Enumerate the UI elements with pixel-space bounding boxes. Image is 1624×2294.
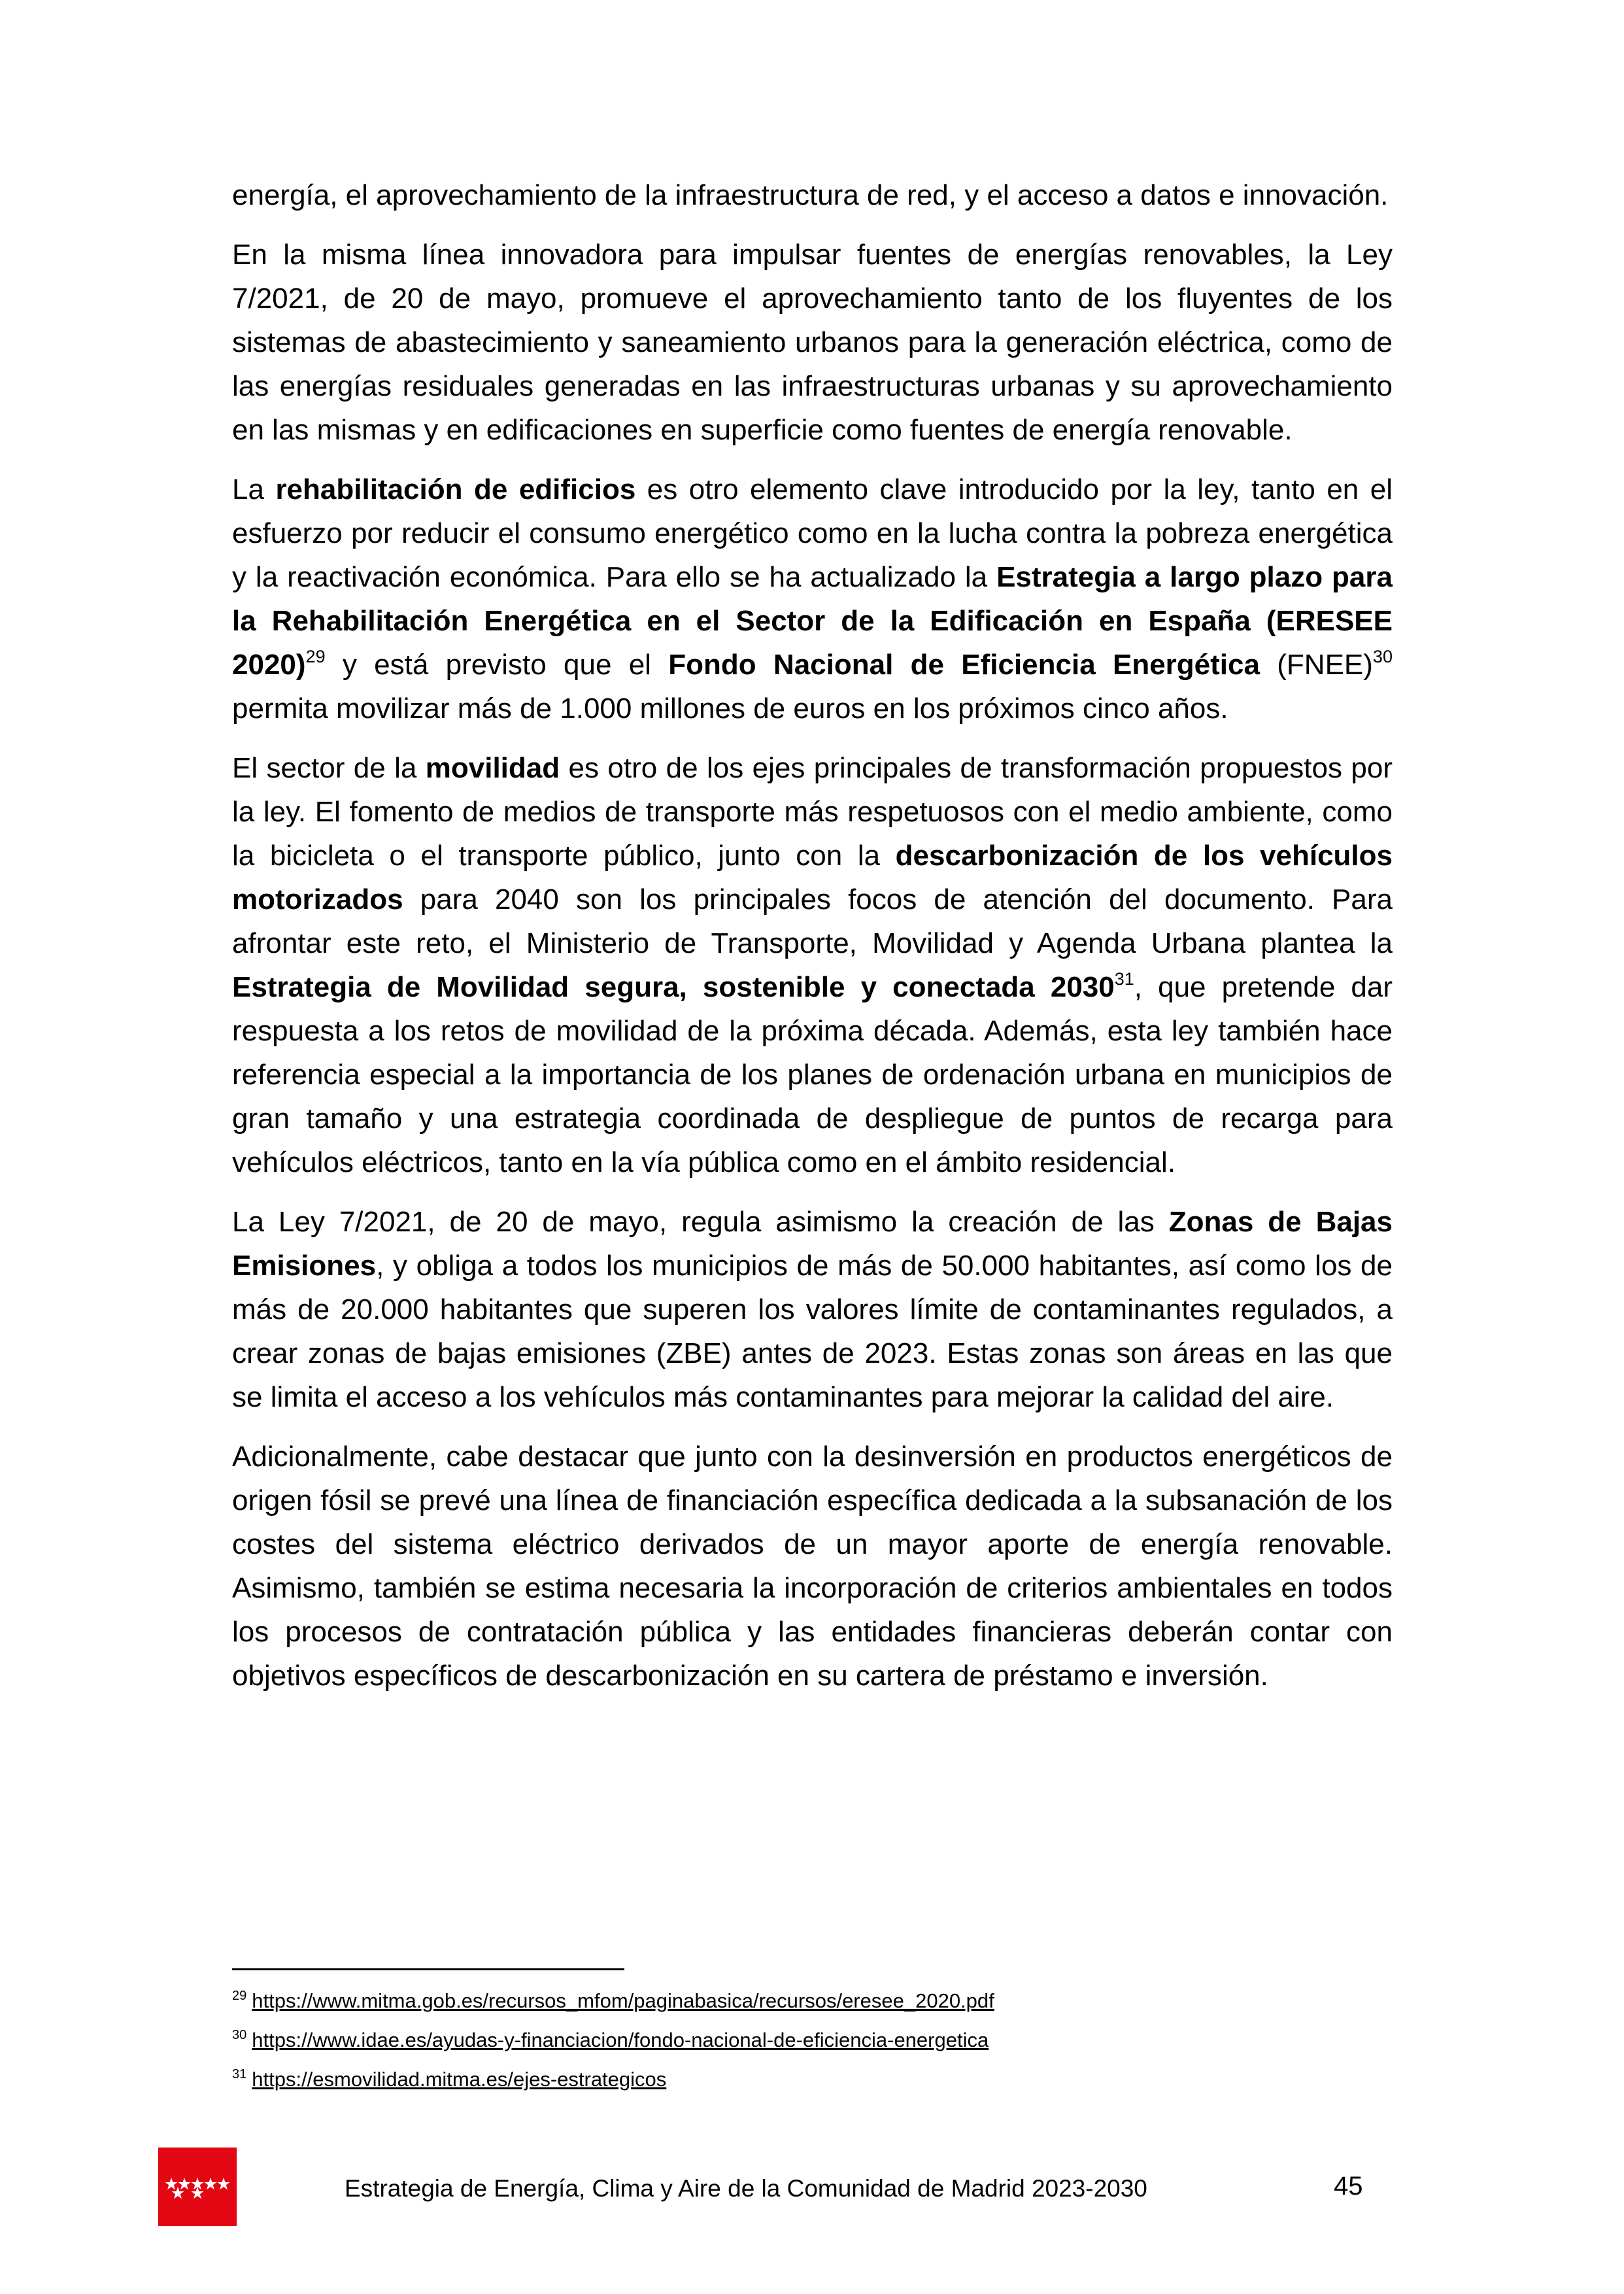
footnote-number: 30 xyxy=(232,2028,247,2042)
bold-estrategia-movilidad: Estrategia de Movilidad segura, sostenible y conectada 2030 xyxy=(232,971,1115,1003)
footnotes xyxy=(232,1981,1393,2099)
bold-descarbonizacion: descarbonización de los vehículos motorizados xyxy=(232,840,1393,916)
comunidad-de-madrid-logo xyxy=(158,2148,237,2226)
star-icon xyxy=(165,2178,178,2190)
bold-fnee: Fondo Nacional de Eficiencia Energética xyxy=(668,649,1260,681)
page-number: 45 xyxy=(1334,2172,1363,2200)
body-text xyxy=(232,173,1393,1713)
footnote-ref-30[interactable]: 30 xyxy=(1372,647,1393,666)
star-icon xyxy=(218,2178,230,2190)
footnote-30 xyxy=(232,2021,1393,2060)
footnote-link[interactable]: https://esmovilidad.mitma.es/ejes-estrategicos xyxy=(252,2068,667,2091)
footnote-31 xyxy=(232,2060,1393,2099)
star-icon xyxy=(192,2187,204,2199)
star-icon xyxy=(172,2187,184,2199)
footnote-number: 29 xyxy=(232,1989,247,2003)
footnote-ref-29[interactable]: 29 xyxy=(305,647,326,666)
footnote-link[interactable]: https://www.mitma.gob.es/recursos_mfom/paginabasica/recursos/eresee_2020.pdf xyxy=(252,1989,994,2012)
bold-zonas-bajas-emisiones: Zonas de Bajas Emisiones xyxy=(232,1206,1393,1282)
star-icon xyxy=(178,2178,191,2190)
footnote-ref-31[interactable]: 31 xyxy=(1114,969,1134,989)
footer-title: Estrategia de Energía, Clima y Aire de la Comunidad de Madrid 2023-2030 xyxy=(345,2175,1147,2202)
bold-rehabilitacion: rehabilitación de edificios xyxy=(275,473,636,505)
paragraph-4: El sector de la movilidad es otro de los ejes principales de transformación propuestos por la ley. El fomento de medios de transporte más respetuosos con el medio ambiente, como la bicicleta o el transporte público, junto con la descarbonización de los vehículos motorizados para 2040 son los principales focos de atención del documento. Para afrontar este reto, el Ministerio de Transporte, Movilidad y Agenda Urbana plantea la Estrategia de Movilidad segura, sostenible y conectada 2030$^{31}$, que pretende dar respuesta a los retos de movilidad de la próxima década. Además, esta ley también hace referencia especial a la importancia de los planes de ordenación urbana en municipios de gran tamaño y una estrategia coordinada de despliegue de puntos de recarga para vehículos eléctricos, tanto en la vía pública como en el ámbito residencial. xyxy=(232,752,1393,1178)
paragraph-1: energía, el aprovechamiento de la infraestructura de red, y el acceso a datos e innovación. xyxy=(232,179,1389,211)
paragraph-6: Adicionalmente, cabe destacar que junto con la desinversión en productos energéticos de origen fósil se prevé una línea de financiación específica dedicada a la subsanación de los costes del sistema eléctrico derivados de un mayor aporte de energía renovable. Asimismo, también se estima necesaria la incorporación de criterios ambientales en todos los procesos de contratación pública y las entidades financieras deberán contar con objetivos específicos de descarbonización en su cartera de préstamo e inversión. xyxy=(232,1441,1393,1692)
stars-icon xyxy=(165,2174,230,2200)
footnote-29 xyxy=(232,1981,1393,2021)
paragraph-2: En la misma línea innovadora para impulsar fuentes de energías renovables, la Ley 7/2021, de 20 de mayo, promueve el aprovechamiento tanto de los fluyentes de los sistemas de abastecimiento y saneamiento urbanos para la generación eléctrica, como de las energías residuales generadas en las infraestructuras urbanas y su aprovechamiento en las mismas y en edificaciones en superficie como fuentes de energía renovable. xyxy=(232,239,1393,446)
footnote-separator xyxy=(232,1968,624,1970)
paragraph-5: La Ley 7/2021, de 20 de mayo, regula asimismo la creación de las Zonas de Bajas Emisiones, y obliga a todos los municipios de más de 50.000 habitantes, así como los de más de 20.000 habitantes que superen los valores límite de contaminantes regulados, a crear zonas de bajas emisiones (ZBE) antes de 2023. Estas zonas son áreas en las que se limita el acceso a los vehículos más contaminantes para mejorar la calidad del aire. xyxy=(232,1206,1393,1413)
star-icon xyxy=(205,2178,217,2190)
bold-eresee: Estrategia a largo plazo para la Rehabilitación Energética en el Sector de la Edificación en España (ERESEE 2020) xyxy=(232,561,1393,681)
footnote-link[interactable]: https://www.idae.es/ayudas-y-financiacion/fondo-nacional-de-eficiencia-energetica xyxy=(252,2029,989,2051)
bold-movilidad: movilidad xyxy=(425,752,560,784)
footnote-number: 31 xyxy=(232,2067,247,2081)
paragraph-3: La rehabilitación de edificios es otro elemento clave introducido por la ley, tanto en el esfuerzo por reducir el consumo energético como en la lucha contra la pobreza energética y la reactivación económica. Para ello se ha actualizado la Estrategia a largo plazo para la Rehabilitación Energética en el Sector de la Edificación en España (ERESEE 2020)$^{29}$ y está previsto que el Fondo Nacional de Eficiencia Energética (FNEE)$^{30}$ permita movilizar más de 1.000 millones de euros en los próximos cinco años. xyxy=(232,473,1393,725)
